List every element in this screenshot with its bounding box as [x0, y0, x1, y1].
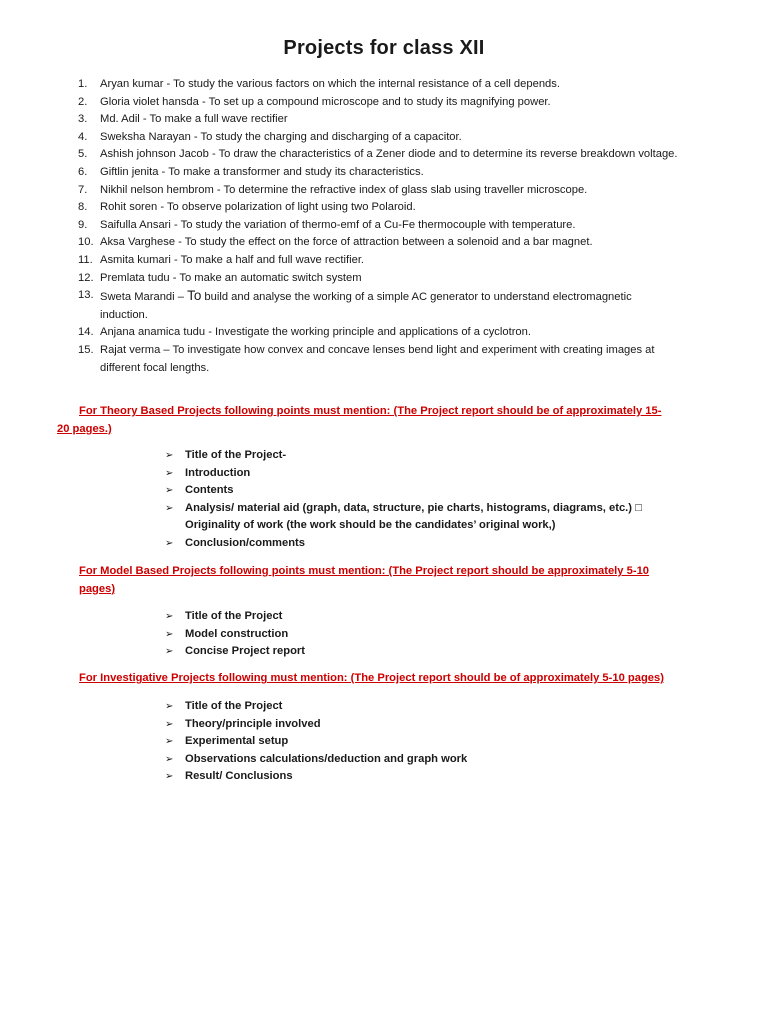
heading-line	[79, 670, 719, 688]
list-item	[165, 500, 655, 535]
project-list	[78, 76, 678, 377]
arrow-bullet-icon: ➢	[165, 771, 174, 783]
list-item	[165, 608, 685, 626]
item-text: Anjana anamica tudu - Investigate the working principle and applications of a cyclotron.	[100, 326, 531, 339]
item-text: Ashish johnson Jacob - To draw the characteristics of a Zener diode and to determine its reverse breakdown voltage.	[100, 148, 678, 161]
item-text: Giftlin jenita - To make a transformer and study its characteristics.	[100, 165, 424, 178]
arrow-bullet-icon: ➢	[165, 485, 174, 497]
item-number: 10.	[78, 236, 94, 249]
model-section-heading	[79, 563, 699, 598]
investigative-points-list	[165, 698, 685, 786]
heading-text: For Model Based Projects following points must mention: (The Project report should be approximately 5-10	[79, 565, 650, 577]
item-text: Aksa Varghese - To study the effect on the force of attraction between a solenoid and a bar magnet.	[100, 236, 593, 249]
arrow-bullet-icon: ➢	[165, 537, 174, 549]
item-number: 13.	[78, 289, 94, 302]
arrow-bullet-icon: ➢	[165, 467, 174, 479]
list-item	[78, 217, 678, 235]
item-text: Model construction	[185, 627, 289, 640]
item-text: Nikhil nelson hembrom - To determine the refractive index of glass slab using traveller microscope.	[100, 183, 588, 196]
item-number: 2.	[78, 95, 88, 108]
item-text: Title of the Project-	[185, 449, 287, 461]
item-text: Sweksha Narayan - To study the charging and discharging of a capacitor.	[100, 130, 462, 143]
item-text-suffix: build and analyse the working of a simple AC generator to understand electromagnetic induction.	[100, 291, 632, 321]
arrow-bullet-icon: ➢	[165, 628, 174, 640]
investigative-section-heading	[79, 670, 719, 688]
item-text: Gloria violet hansda - To set up a compound microscope and to study its magnifying power.	[100, 95, 551, 108]
item-number: 15.	[78, 343, 94, 356]
item-text: Introduction	[185, 466, 251, 479]
list-item	[78, 234, 678, 252]
heading-line	[79, 563, 699, 581]
list-item	[165, 716, 685, 734]
heading-line	[57, 421, 697, 439]
list-item	[165, 465, 685, 483]
page-title: Projects for class XII	[283, 37, 485, 59]
item-text: Observations calculations/deduction and graph work	[185, 752, 468, 765]
list-item	[165, 768, 685, 786]
list-item	[78, 182, 678, 200]
item-text-prefix: Sweta Marandi –	[100, 291, 188, 304]
list-item	[165, 733, 685, 751]
theory-points-list	[165, 447, 685, 553]
item-text: Saifulla Ansari - To study the variation of thermo-emf of a Cu-Fe thermocouple with temperature.	[100, 218, 576, 231]
item-number: 5.	[78, 148, 88, 161]
heading-text: pages)	[79, 582, 116, 595]
heading-text: 20 pages.)	[57, 422, 112, 435]
item-text: Theory/principle involved	[185, 717, 321, 730]
list-item	[78, 76, 678, 94]
list-item	[165, 447, 685, 465]
item-text: Conclusion/comments	[185, 536, 305, 549]
list-item	[78, 94, 678, 112]
arrow-bullet-icon: ➢	[165, 701, 174, 712]
arrow-bullet-icon: ➢	[165, 736, 174, 748]
item-text: Md. Adil - To make a full wave rectifier	[100, 113, 288, 126]
theory-section-heading	[57, 403, 697, 438]
item-number: 14.	[78, 326, 94, 339]
heading-line	[57, 403, 697, 421]
model-points-list	[165, 608, 685, 661]
item-text: Asmita kumari - To make a half and full wave rectifier.	[100, 253, 365, 266]
item-text: Experimental setup	[185, 735, 289, 748]
list-item	[165, 751, 685, 769]
item-text: Title of the Project	[185, 700, 283, 712]
heading-text: For Investigative Projects following must mention: (The Project report should be of approximately 5-10 pages)	[79, 672, 664, 684]
list-item	[78, 324, 678, 342]
list-item	[165, 626, 685, 644]
list-item	[78, 146, 678, 164]
list-item	[78, 111, 678, 129]
item-text: Rohit soren - To observe polarization of light using two Polaroid.	[100, 201, 416, 214]
list-item	[78, 252, 678, 270]
heading-text: For Theory Based Projects following points must mention: (The Project report should be of approximately 15-	[79, 405, 662, 417]
list-item	[78, 199, 678, 217]
item-text: Premlata tudu - To make an automatic switch system	[100, 271, 362, 284]
item-text: Result/ Conclusions	[185, 770, 293, 783]
item-text: Analysis/ material aid (graph, data, structure, pie charts, histograms, diagrams, etc.) □ Originality of work (the work should be the candidates’ original work,)	[185, 501, 642, 532]
list-item	[78, 287, 678, 324]
arrow-bullet-icon: ➢	[165, 611, 174, 622]
list-item	[78, 270, 678, 288]
item-text: Aryan kumar - To study the various factors on which the internal resistance of a cell depends.	[100, 78, 560, 90]
arrow-bullet-icon: ➢	[165, 718, 174, 730]
item-number: 8.	[78, 201, 88, 214]
list-item	[165, 698, 685, 716]
arrow-bullet-icon: ➢	[165, 502, 174, 514]
arrow-bullet-icon: ➢	[165, 753, 174, 765]
list-item	[78, 164, 678, 182]
item-number: 7.	[78, 183, 88, 196]
item-text: Concise Project report	[185, 645, 305, 658]
arrow-bullet-icon: ➢	[165, 646, 174, 658]
arrow-bullet-icon: ➢	[165, 450, 174, 461]
item-text: Title of the Project	[185, 610, 283, 622]
item-number: 11.	[78, 253, 93, 266]
list-item	[165, 535, 685, 553]
list-item	[165, 482, 685, 500]
item-number: 1.	[78, 78, 88, 90]
item-number: 3.	[78, 113, 88, 126]
item-number: 12.	[78, 271, 94, 284]
heading-line	[79, 581, 699, 599]
item-number: 6.	[78, 165, 88, 178]
item-number: 4.	[78, 130, 88, 143]
list-item	[165, 643, 685, 661]
list-item	[78, 129, 678, 147]
item-text-to: To	[187, 288, 202, 304]
item-text: Contents	[185, 484, 234, 497]
list-item	[78, 342, 678, 377]
item-number: 9.	[78, 218, 88, 231]
item-text: Rajat verma – To investigate how convex and concave lenses bend light and experiment with creating images at different focal lengths.	[100, 343, 655, 374]
